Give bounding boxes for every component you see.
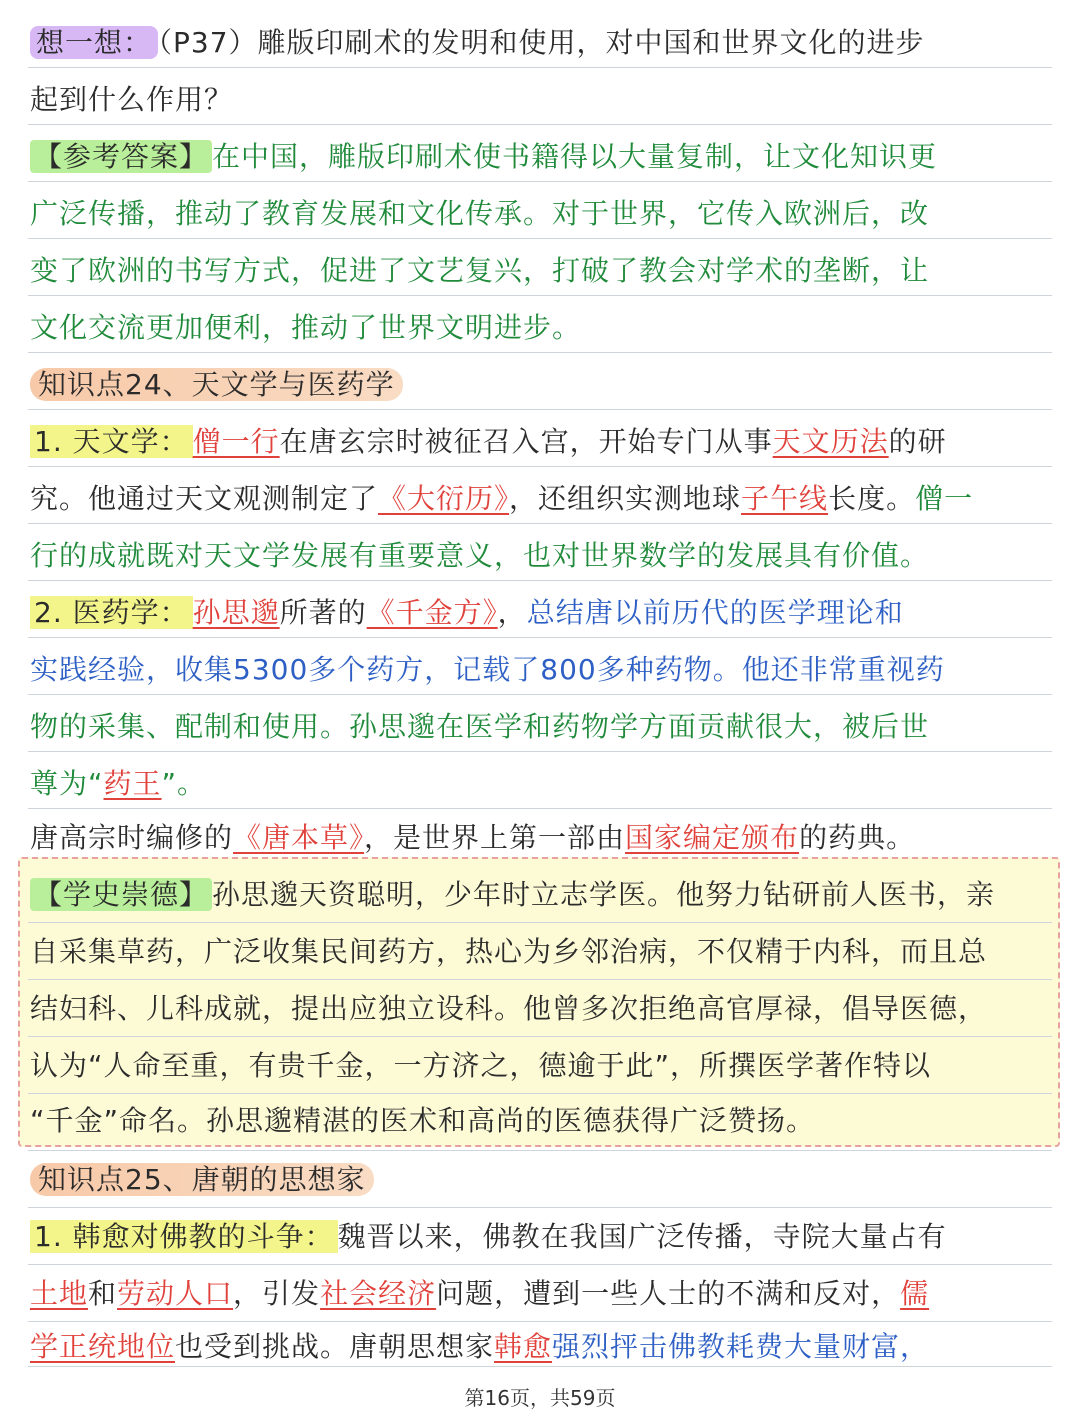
body-text: 魏晋以来，佛教在我国广泛传播，寺院大量占有 [337, 1220, 947, 1253]
answer-line-4 [30, 303, 1050, 353]
question-text: （P37）雕版印刷术的发明和使用，对中国和世界文化的进步 [158, 26, 925, 59]
med-tag: 2. 医药学： [30, 596, 193, 629]
think-tag: 想一想： [30, 26, 158, 59]
answer-text: 广泛传播，推动了教育发展和文化传承。对于世界，它传入欧洲后，改 [30, 197, 930, 230]
answer-line-1 [30, 132, 1050, 182]
keyword: 社会经济 [320, 1277, 437, 1310]
body-text: 尊为“ [30, 767, 104, 800]
section-title: 知识点25、唐朝的思想家 [30, 1163, 374, 1196]
keyword: 土地 [30, 1277, 89, 1310]
keyword: 韩愈 [494, 1330, 553, 1363]
answer-text: 变了欧洲的书写方式，促进了文艺复兴，打破了教会对学术的垄断，让 [30, 254, 930, 287]
body-text: 实践经验，收集5300多个药方，记载了800多种药物。他还非常重视药 [30, 653, 945, 686]
body-text: 自采集草药，广泛收集民间药方，热心为乡邻治病，不仅精于内科，而且总 [30, 935, 988, 968]
body-text: 和 [88, 1277, 118, 1310]
keyword: 僧一行 [192, 425, 280, 458]
body-text: 行的成就既对天文学发展有重要意义，也对世界数学的发展具有价值。 [30, 539, 930, 572]
answer-tag: 【参考答案】 [30, 140, 212, 173]
keyword: 药王 [103, 767, 162, 800]
ruled-line [28, 1207, 1052, 1208]
tang-line [30, 813, 1050, 863]
body-text: 结妇科、儿科成就，提出应独立设科。他曾多次拒绝高官厚禄，倡导医德， [30, 992, 988, 1025]
body-text: 也受到挑战。唐朝思想家 [175, 1330, 495, 1363]
body-text: 长度。 [828, 482, 916, 515]
body-text: 总结唐以前历代的医学理论和 [526, 596, 904, 629]
body-text: 在唐玄宗时被征召入宫，开始专门从事 [279, 425, 773, 458]
keyword: 国家编定颁布 [625, 821, 800, 854]
ruled-line [28, 1093, 1052, 1094]
keyword: 儒 [900, 1277, 930, 1310]
keyword: 劳动人口 [117, 1277, 234, 1310]
keyword: 天文历法 [772, 425, 889, 458]
body-text: 物的采集、配制和使用。孙思邈在医学和药物学方面贡献很大，被后世 [30, 710, 930, 743]
astro-tag: 1. 天文学： [30, 425, 193, 458]
question-line-2 [30, 75, 1050, 125]
answer-text: 在中国，雕版印刷术使书籍得以大量复制，让文化知识更 [212, 140, 938, 173]
body-text: 问题，遭到一些人士的不满和反对， [436, 1277, 901, 1310]
ruled-line [28, 1264, 1052, 1265]
answer-text: 文化交流更加便利，推动了世界文明进步。 [30, 311, 582, 344]
answer-line-3 [30, 246, 1050, 296]
hanyu-line-1 [30, 1212, 1050, 1262]
keyword: 《大衍历》 [378, 482, 510, 515]
ruled-line [28, 979, 1052, 980]
page-number: 第16页，共59页 [464, 1386, 616, 1410]
body-text: ，引发 [233, 1277, 321, 1310]
virtue-line-1 [30, 870, 1050, 920]
astro-line-1 [30, 417, 1050, 467]
body-text: 僧一 [915, 482, 974, 515]
body-text: 认为“人命至重，有贵千金，一方济之，德逾于此”，所撰医学著作特以 [30, 1049, 932, 1082]
body-text: 的研 [888, 425, 947, 458]
med-line-2 [30, 645, 1050, 695]
question-line-1 [30, 18, 1050, 68]
keyword: 学正统地位 [30, 1330, 176, 1363]
keyword: 子午线 [741, 482, 829, 515]
kp24-heading [30, 360, 1050, 410]
body-text: 唐高宗时编修的 [30, 821, 234, 854]
question-text: 起到什么作用？ [30, 83, 234, 116]
body-text: 所著的 [279, 596, 367, 629]
keyword: 孙思邈 [192, 596, 280, 629]
body-text: ， [497, 596, 527, 629]
body-text: ，是世界上第一部由 [364, 821, 626, 854]
ruled-line [28, 1036, 1052, 1037]
answer-line-2 [30, 189, 1050, 239]
ruled-line [28, 1150, 1052, 1151]
med-line-1 [30, 588, 1050, 638]
keyword: 《千金方》 [366, 596, 498, 629]
body-text: 强烈抨击佛教耗费大量财富， [552, 1330, 930, 1363]
body-text: ”。 [161, 767, 207, 800]
section-title: 知识点24、天文学与医药学 [30, 368, 403, 401]
body-text: 孙思邈天资聪明，少年时立志学医。他努力钻研前人医书，亲 [212, 878, 996, 911]
hanyu-tag: 1. 韩愈对佛教的斗争： [30, 1220, 338, 1253]
hanyu-line-2 [30, 1269, 1050, 1319]
kp25-heading [30, 1155, 1050, 1205]
virtue-line-5 [30, 1096, 1050, 1146]
body-text: 的药典。 [799, 821, 916, 854]
virtue-line-4 [30, 1041, 1050, 1091]
ruled-line [28, 922, 1052, 923]
keyword: 《唐本草》 [233, 821, 365, 854]
hanyu-line-3 [30, 1322, 1050, 1372]
body-text: 究。他通过天文观测制定了 [30, 482, 379, 515]
body-text: “千金”命名。孙思邈精湛的医术和高尚的医德获得广泛赞扬。 [30, 1104, 816, 1137]
virtue-line-2 [30, 927, 1050, 977]
astro-line-2 [30, 474, 1050, 524]
virtue-line-3 [30, 984, 1050, 1034]
med-line-4 [30, 759, 1050, 809]
virtue-tag: 【学史崇德】 [30, 878, 212, 911]
astro-line-3 [30, 531, 1050, 581]
body-text: ，还组织实测地球 [509, 482, 742, 515]
med-line-3 [30, 702, 1050, 752]
